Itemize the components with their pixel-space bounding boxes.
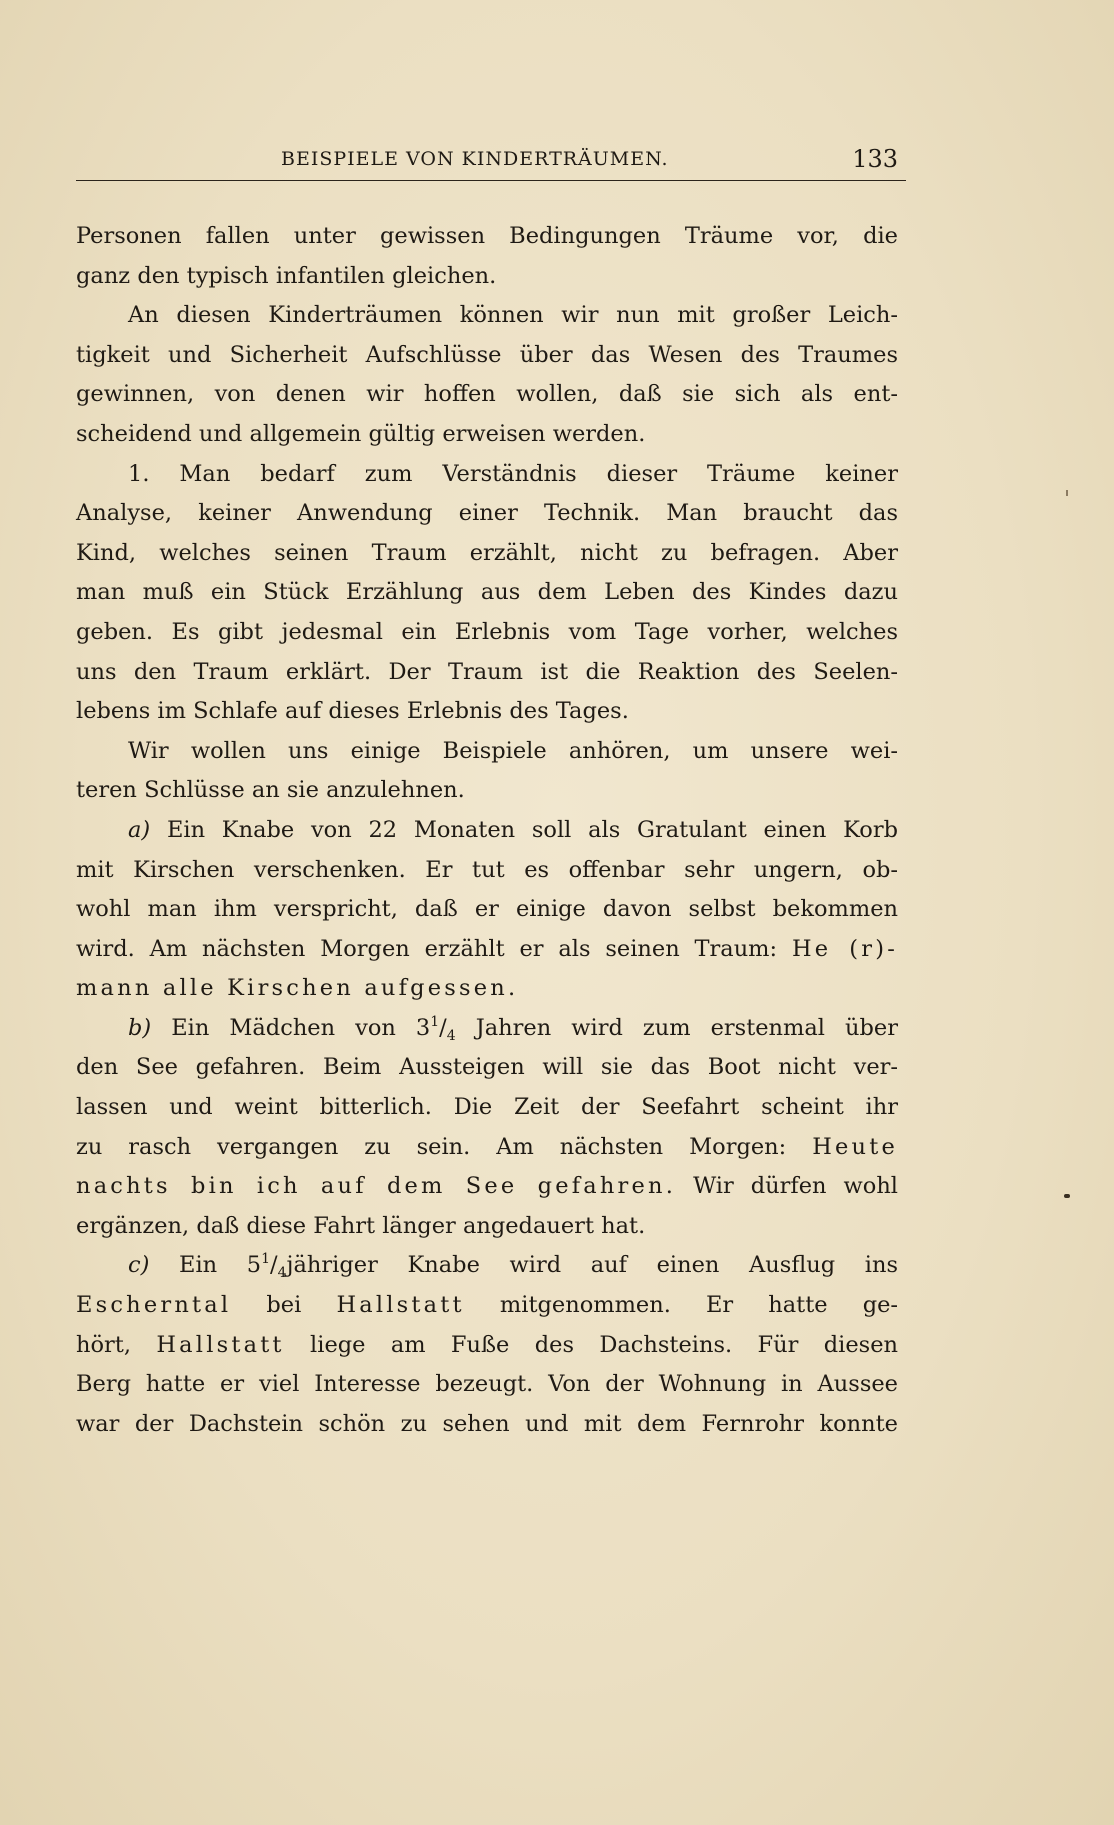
text-line xyxy=(76,375,898,415)
text-line xyxy=(76,1365,898,1405)
text-line xyxy=(76,336,898,376)
text-segment: Jahren wird zum erstenmal über xyxy=(475,1014,898,1041)
text-segment: Personen fallen unter gewissen Bedingungen Träume vor, die xyxy=(76,223,898,249)
mixed-fraction xyxy=(415,1013,456,1044)
text-segment: Analyse, keiner Anwendung einer Technik. Man braucht das xyxy=(76,500,898,527)
spaced-emphasis: Hallstatt xyxy=(336,1292,465,1319)
text-segment: Kind, welches seinen Traum erzählt, nicht zu befragen. Aber xyxy=(76,539,898,566)
text-line xyxy=(76,494,898,534)
text-segment: den See gefahren. Beim Aussteigen will sie das Boot nicht ver- xyxy=(76,1054,898,1081)
text-line xyxy=(76,1286,898,1326)
text-line xyxy=(76,890,898,930)
text-segment: liege am Fuße des Dachsteins. Für diesen xyxy=(310,1331,899,1358)
text-segment: mitgenommen. Er hatte ge- xyxy=(499,1292,899,1319)
text-segment: geben. Es gibt jedesmal ein Erlebnis vom Tage vorher, welches xyxy=(76,618,898,645)
spaced-emphasis: nachts bin ich auf dem See gefahren. xyxy=(76,1173,677,1200)
text-line xyxy=(76,1128,898,1168)
text-segment: wohl man ihm verspricht, daß er einige davon selbst bekommen xyxy=(76,896,898,923)
text-line xyxy=(76,1167,898,1207)
text-line xyxy=(76,653,898,693)
page-number: 133 xyxy=(852,145,898,173)
spaced-emphasis: Hallstatt xyxy=(156,1331,285,1358)
paper-mark xyxy=(1066,490,1068,496)
text-line xyxy=(76,257,898,297)
text-segment: lassen und weint bitterlich. Die Zeit der Seefahrt scheint ihr xyxy=(76,1094,898,1121)
text-line xyxy=(76,415,898,455)
text-line xyxy=(76,771,898,811)
text-segment: 1. Man bedarf zum Verständnis dieser Träume keiner xyxy=(128,460,898,487)
text-segment: Wir dürfen wohl xyxy=(693,1173,899,1200)
fraction-numerator: 1 xyxy=(261,1251,271,1268)
text-segment: ergänzen, daß diese Fahrt länger angedauert hat. xyxy=(76,1212,646,1239)
text-segment: mit Kirschen verschenken. Er tut es offenbar sehr ungern, ob- xyxy=(76,856,898,883)
text-line xyxy=(76,969,898,1009)
fraction-whole: 3 xyxy=(415,1014,431,1041)
ink-speck xyxy=(1064,1194,1070,1198)
fraction-denominator: 4 xyxy=(446,1027,456,1044)
text-segment: hört, xyxy=(76,1331,131,1358)
body-text xyxy=(76,217,898,1444)
text-segment: tigkeit und Sicherheit Aufschlüsse über das Wesen des Traumes xyxy=(76,341,898,368)
text-line xyxy=(76,1326,898,1366)
text-segment: war der Dachstein schön zu sehen und mit dem Fernrohr konnte xyxy=(76,1410,898,1437)
fraction-slash: / xyxy=(439,1014,447,1041)
spaced-emphasis: He (r)- xyxy=(791,935,899,962)
text-segment: teren Schlüsse an sie anzulehnen. xyxy=(76,777,465,804)
paragraph-label: a) xyxy=(128,816,151,843)
text-segment: uns den Traum erklärt. Der Traum ist die Reaktion des Seelen- xyxy=(76,658,898,685)
text-segment: ganz den typisch infantilen gleichen. xyxy=(76,262,497,289)
text-segment: gewinnen, von denen wir hoffen wollen, daß sie sich als ent- xyxy=(76,381,898,408)
text-segment: Ein Knabe von 22 Monaten soll als Gratulant einen Korb xyxy=(166,816,899,843)
text-line xyxy=(76,692,898,732)
text-line xyxy=(76,1088,898,1128)
text-segment: zu rasch vergangen zu sein. Am nächsten Morgen: xyxy=(76,1133,787,1160)
text-segment: bei xyxy=(266,1292,302,1319)
text-segment: scheidend und allgemein gültig erweisen werden. xyxy=(76,420,646,447)
text-segment: Ein Mädchen von xyxy=(171,1014,396,1041)
fraction-numerator: 1 xyxy=(430,1013,440,1030)
mixed-fraction xyxy=(246,1251,287,1282)
text-line xyxy=(76,1048,898,1088)
spaced-emphasis: mann alle Kirschen aufgessen. xyxy=(76,975,519,1002)
text-line xyxy=(76,1246,898,1286)
text-line xyxy=(76,1207,898,1247)
text-line xyxy=(76,1405,898,1445)
spaced-emphasis: Escherntal xyxy=(76,1292,232,1319)
paragraph-label: c) xyxy=(128,1252,150,1279)
text-line xyxy=(76,1009,898,1049)
fraction-whole: 5 xyxy=(246,1252,262,1279)
text-line xyxy=(76,217,898,257)
fraction-denominator: 4 xyxy=(277,1265,287,1282)
text-line xyxy=(76,613,898,653)
text-segment: wird. Am nächsten Morgen erzählt er als seinen Traum: xyxy=(76,935,778,962)
text-segment: jähriger Knabe wird auf einen Ausflug ins xyxy=(286,1252,899,1279)
paragraph-label: b) xyxy=(128,1014,152,1041)
text-line xyxy=(76,811,898,851)
text-line xyxy=(76,534,898,574)
running-title: BEISPIELE VON KINDERTRÄUMEN. xyxy=(281,148,669,170)
text-line xyxy=(76,732,898,772)
text-segment: Wir wollen uns einige Beispiele anhören, um unsere wei- xyxy=(128,737,898,764)
header-rule xyxy=(76,180,906,181)
text-line xyxy=(76,930,898,970)
running-head xyxy=(76,145,898,178)
text-line xyxy=(76,455,898,495)
text-segment: lebens im Schlafe auf dieses Erlebnis des Tages. xyxy=(76,698,629,725)
text-segment: man muß ein Stück Erzählung aus dem Leben des Kindes dazu xyxy=(76,579,898,606)
text-segment: An diesen Kinderträumen können wir nun mit großer Leich- xyxy=(128,302,898,329)
fraction-slash: / xyxy=(270,1252,278,1279)
text-segment: Berg hatte er viel Interesse bezeugt. Von der Wohnung in Aussee xyxy=(76,1371,898,1398)
text-line xyxy=(76,296,898,336)
text-segment: Ein xyxy=(179,1252,218,1279)
spaced-emphasis: Heute xyxy=(812,1133,898,1160)
text-line xyxy=(76,851,898,891)
text-line xyxy=(76,573,898,613)
